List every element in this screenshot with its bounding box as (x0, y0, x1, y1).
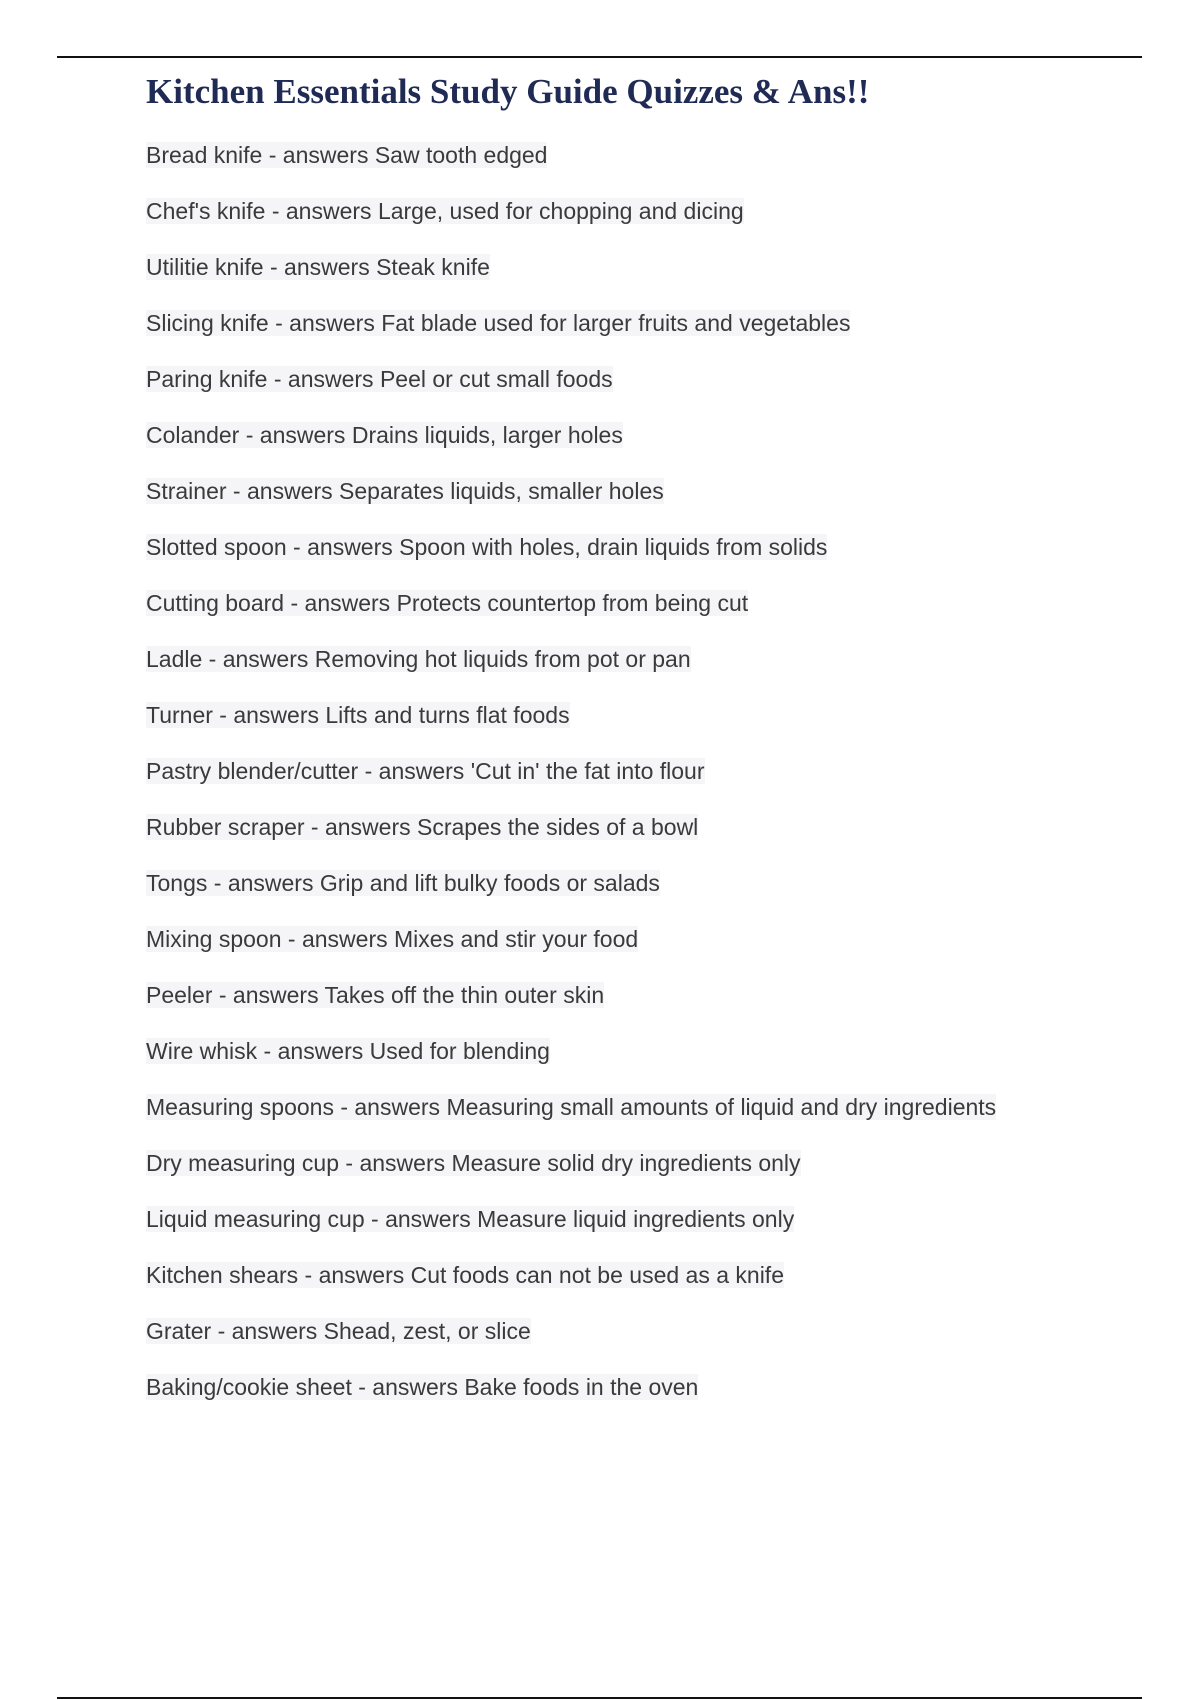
qa-item (146, 1303, 1146, 1359)
qa-answer: Bake foods in the oven (464, 1374, 699, 1400)
qa-answer: Mixes and stir your food (394, 926, 639, 952)
qa-answer: Saw tooth edged (374, 142, 548, 168)
qa-answer: Cut foods can not be used as a knife (410, 1262, 784, 1288)
qa-separator: - answers (211, 1318, 324, 1344)
qa-answer: Shead, zest, or slice (323, 1318, 531, 1344)
qa-item (146, 911, 1146, 967)
qa-term: Tongs (146, 870, 208, 896)
qa-term: Utilitie knife (146, 254, 264, 280)
qa-separator: - answers (298, 1262, 411, 1288)
qa-term: Wire whisk (146, 1038, 258, 1064)
qa-separator: - answers (358, 758, 471, 784)
qa-answer: Peel or cut small foods (379, 366, 613, 392)
qa-term: Cutting board (146, 590, 285, 616)
qa-item (146, 743, 1146, 799)
qa-separator: - answers (265, 198, 378, 224)
qa-separator: - answers (257, 1038, 370, 1064)
qa-term: Rubber scraper (146, 814, 305, 840)
qa-term: Grater (146, 1318, 212, 1344)
qa-term: Kitchen shears (146, 1262, 299, 1288)
qa-term: Bread knife (146, 142, 263, 168)
qa-answer: Lifts and turns flat foods (325, 702, 570, 728)
qa-term: Dry measuring cup (146, 1150, 340, 1176)
qa-answer: Takes off the thin outer skin (324, 982, 605, 1008)
qa-term: Ladle (146, 646, 203, 672)
qa-item (146, 855, 1146, 911)
qa-term: Colander (146, 422, 240, 448)
qa-term: Peeler (146, 982, 213, 1008)
qa-item (146, 1247, 1146, 1303)
qa-item (146, 631, 1146, 687)
qa-answer: Drains liquids, larger holes (351, 422, 623, 448)
page-title: Kitchen Essentials Study Guide Quizzes & Ans!! (146, 72, 870, 111)
qa-item (146, 1079, 1146, 1135)
top-rule (57, 56, 1142, 58)
qa-separator: - answers (202, 646, 315, 672)
qa-answer: Spoon with holes, drain liquids from solids (399, 534, 828, 560)
qa-answer: Measuring small amounts of liquid and dry ingredients (446, 1094, 997, 1120)
qa-separator: - answers (364, 1206, 478, 1232)
qa-item (146, 1135, 1146, 1191)
qa-item (146, 575, 1146, 631)
qa-separator: - answers (212, 702, 326, 728)
qa-answer: Steak knife (376, 254, 490, 280)
qa-term: Mixing spoon (146, 926, 282, 952)
qa-answer: 'Cut in' the fat into flour (470, 758, 705, 784)
qa-separator: - answers (207, 870, 320, 896)
qa-term: Strainer (146, 478, 227, 504)
qa-item (146, 1359, 1146, 1415)
qa-separator: - answers (226, 478, 340, 504)
qa-separator: - answers (339, 1150, 452, 1176)
qa-item (146, 967, 1146, 1023)
qa-answer: Grip and lift bulky foods or salads (319, 870, 660, 896)
qa-item (146, 351, 1146, 407)
qa-term: Slotted spoon (146, 534, 287, 560)
qa-answer: Large, used for chopping and dicing (377, 198, 744, 224)
qa-separator: - answers (212, 982, 325, 1008)
qa-answer: Measure liquid ingredients only (477, 1206, 795, 1232)
qa-term: Paring knife (146, 366, 268, 392)
qa-separator: - answers (267, 366, 380, 392)
qa-separator: - answers (263, 254, 377, 280)
qa-answer: Protects countertop from being cut (396, 590, 749, 616)
qa-item (146, 1023, 1146, 1079)
qa-answer: Scrapes the sides of a bowl (417, 814, 699, 840)
qa-term: Pastry blender/cutter (146, 758, 359, 784)
qa-separator: - answers (286, 534, 400, 560)
qa-separator: - answers (351, 1374, 465, 1400)
qa-answer: Used for blending (369, 1038, 550, 1064)
document-body (146, 68, 1146, 1415)
bottom-rule (57, 1697, 1142, 1699)
qa-term: Liquid measuring cup (146, 1206, 365, 1232)
qa-term: Baking/cookie sheet (146, 1374, 352, 1400)
qa-item (146, 295, 1146, 351)
qa-item (146, 183, 1146, 239)
qa-separator: - answers (262, 142, 375, 168)
qa-term: Measuring spoons (146, 1094, 334, 1120)
qa-answer: Separates liquids, smaller holes (339, 478, 664, 504)
qa-item (146, 799, 1146, 855)
qa-answer: Fat blade used for larger fruits and vegetables (381, 310, 851, 336)
qa-separator: - answers (281, 926, 395, 952)
qa-term: Turner (146, 702, 213, 728)
qa-separator: - answers (333, 1094, 447, 1120)
qa-answer: Removing hot liquids from pot or pan (314, 646, 691, 672)
qa-separator: - answers (284, 590, 397, 616)
qa-separator: - answers (304, 814, 418, 840)
qa-term: Slicing knife (146, 310, 269, 336)
qa-item (146, 687, 1146, 743)
qa-item (146, 239, 1146, 295)
qa-separator: - answers (239, 422, 352, 448)
qa-answer: Measure solid dry ingredients only (451, 1150, 801, 1176)
qa-item (146, 463, 1146, 519)
qa-item (146, 407, 1146, 463)
qa-list (146, 127, 1146, 1415)
qa-item (146, 519, 1146, 575)
qa-item (146, 127, 1146, 183)
qa-term: Chef's knife (146, 198, 266, 224)
qa-separator: - answers (268, 310, 382, 336)
qa-item (146, 1191, 1146, 1247)
